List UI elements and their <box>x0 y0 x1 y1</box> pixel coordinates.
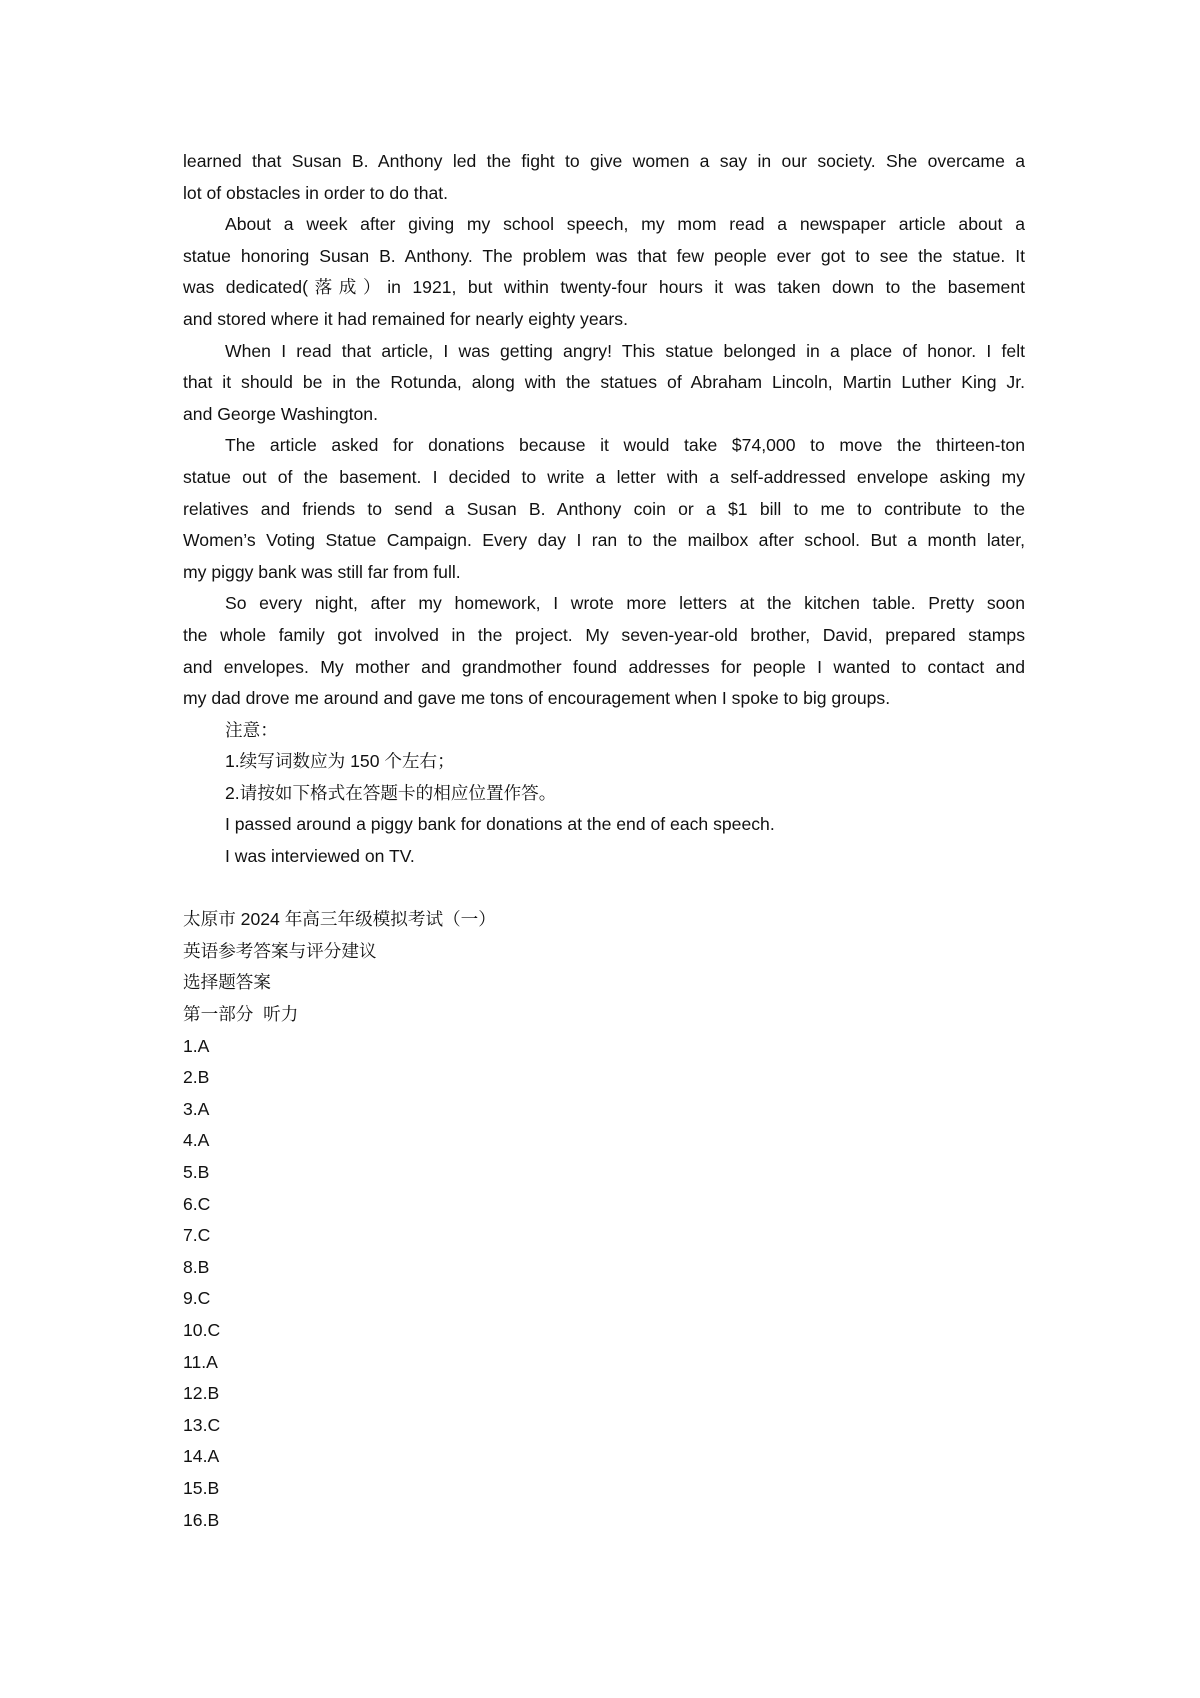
text-line: learned that Susan B. Anthony led the fight to give women a say in our society. She overcame a <box>183 151 1025 171</box>
blank-line <box>183 873 1025 905</box>
paragraph <box>183 778 1025 810</box>
text-line: I passed around a piggy bank for donations at the end of each speech. <box>225 814 775 835</box>
story-passage <box>183 146 1025 873</box>
text-line: 2.请按如下格式在答题卡的相应位置作答。 <box>225 782 557 803</box>
answer-item: 15.B <box>183 1477 220 1498</box>
answer-item: 10.C <box>183 1319 221 1340</box>
text-line: So every night, after my homework, I wrote more letters at the kitchen table. Pretty soon <box>225 593 1025 614</box>
answer-item: 14.A <box>183 1446 220 1467</box>
answer-item: 7.C <box>183 1225 211 1246</box>
text-line: and envelopes. My mother and grandmother found addresses for people I wanted to contact and <box>183 656 1025 677</box>
paragraph <box>183 746 1025 778</box>
text-line: 注意： <box>225 719 278 740</box>
paragraph <box>183 336 1025 431</box>
answer-item: 11.A <box>183 1351 218 1372</box>
answer-key-subtitle: 英语参考答案与评分建议 <box>183 940 377 961</box>
text-line: and stored where it had remained for nearly eighty years. <box>183 308 628 329</box>
text-line: About a week after giving my school speech, my mom read a newspaper article about a <box>225 214 1025 235</box>
part-heading: 第一部分 听力 <box>183 1004 299 1025</box>
text-line: was dedicated(落成）in 1921, but within twenty-four hours it was taken down to the basement <box>183 277 1025 298</box>
paragraph <box>183 209 1025 335</box>
paragraph <box>183 715 1025 747</box>
answer-item: 16.B <box>183 1509 220 1530</box>
answer-item: 3.A <box>183 1098 210 1119</box>
answer-item: 4.A <box>183 1130 210 1151</box>
paragraph <box>183 146 1025 209</box>
text-line: relatives and friends to send a Susan B. Anthony coin or a $1 bill to me to contribute to the <box>183 498 1025 519</box>
text-line: Women’s Voting Statue Campaign. Every day I ran to the mailbox after school. But a month later, <box>183 530 1025 551</box>
answer-key <box>183 904 1025 1536</box>
text-line: I was interviewed on TV. <box>225 846 415 867</box>
answer-item: 9.C <box>183 1288 211 1309</box>
text-line: statue out of the basement. I decided to write a letter with a self-addressed envelope asking my <box>183 466 1025 487</box>
document-page <box>183 146 1025 1536</box>
paragraph <box>183 430 1025 588</box>
paragraph <box>183 841 1025 873</box>
paragraph <box>183 809 1025 841</box>
section-heading: 选择题答案 <box>183 972 271 993</box>
text-line: statue honoring Susan B. Anthony. The problem was that few people ever got to see the statue. It <box>183 245 1025 266</box>
paragraph <box>183 588 1025 714</box>
answer-item: 8.B <box>183 1256 210 1277</box>
text-line: lot of obstacles in order to do that. <box>183 182 449 203</box>
text-line: my dad drove me around and gave me tons of encouragement when I spoke to big groups. <box>183 688 891 709</box>
text-line: The article asked for donations because it would take $74,000 to move the thirteen-ton <box>225 435 1025 456</box>
answer-item: 1.A <box>183 1035 210 1056</box>
answer-item: 2.B <box>183 1067 210 1088</box>
answer-item: 12.B <box>183 1383 220 1404</box>
text-line: When I read that article, I was getting angry! This statue belonged in a place of honor. I felt <box>225 340 1025 361</box>
text-line: the whole family got involved in the project. My seven-year-old brother, David, prepared stamps <box>183 624 1025 645</box>
text-line: that it should be in the Rotunda, along with the statues of Abraham Lincoln, Martin Luther King Jr. <box>183 372 1025 393</box>
answer-item: 6.C <box>183 1193 211 1214</box>
text-line: and George Washington. <box>183 403 378 424</box>
text-line: 1.续写词数应为 150 个左右； <box>225 751 455 772</box>
answer-list <box>183 1031 1025 1537</box>
answer-item: 5.B <box>183 1162 210 1182</box>
answer-item: 13.C <box>183 1414 221 1435</box>
text-line: my piggy bank was still far from full. <box>183 561 461 582</box>
answer-key-title: 太原市 2024 年高三年级模拟考试（一） <box>183 909 496 930</box>
